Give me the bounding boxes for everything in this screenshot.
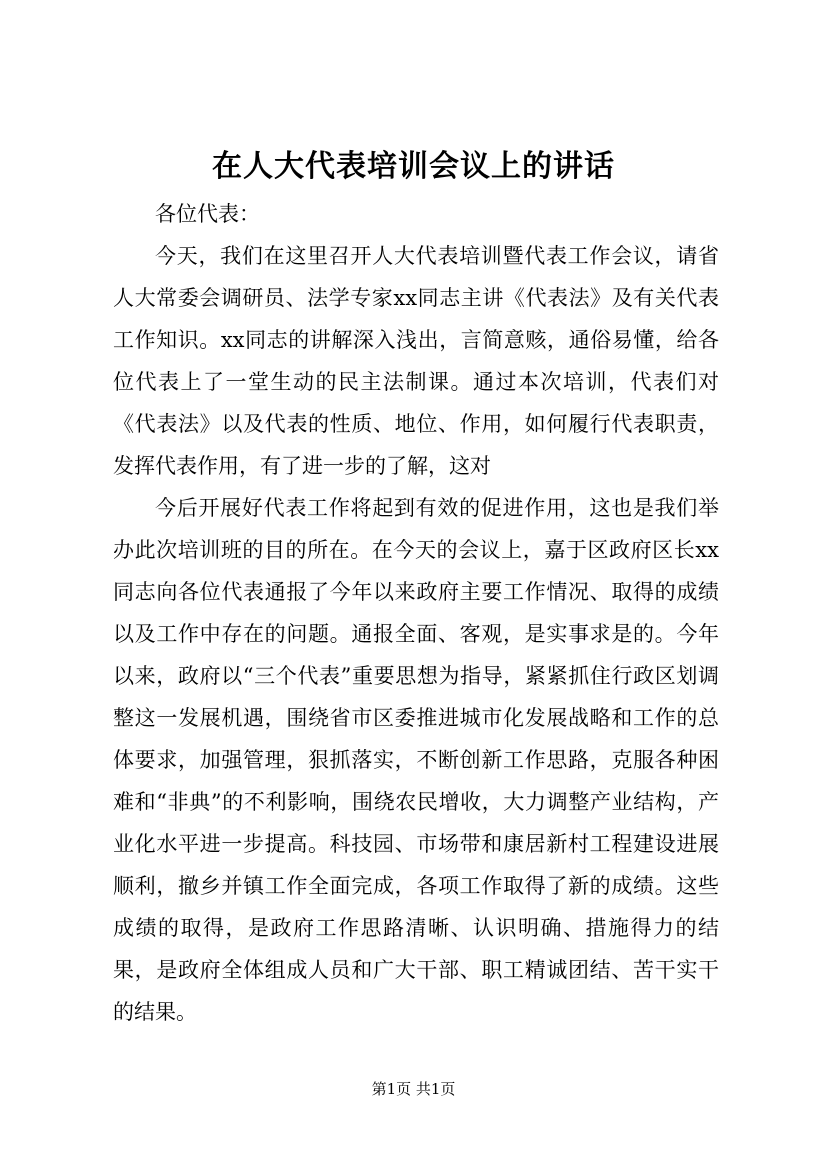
paragraph-1: 今天，我们在这里召开人大代表培训暨代表工作会议，请省人大常委会调研员、法学专家xx同志主讲《代表法》及有关代表工作知识。xx同志的讲解深入浅出，言简意赅，通俗易懂，给各位代表上了一堂生动的民主法制课。通过本次培训，代表们对《代表法》以及代表的性质、地位、作用，如何履行代表职责，发挥代表作用，有了进一步的了解，这对 (113, 244, 719, 478)
page-footer: 第1页 共1页 (371, 1080, 456, 1098)
document-body (113, 193, 719, 1033)
paragraph-2: 今后开展好代表工作将起到有效的促进作用，这也是我们举办此次培训班的目的所在。在今天的会议上，嘉于区政府区长xx同志向各位代表通报了今年以来政府主要工作情况、取得的成绩以及工作中存在的问题。通报全面、客观，是实事求是的。今年以来，政府以“三个代表”重要思想为指导，紧紧抓住行政区划调整这一发展机遇，围绕省市区委推进城市化发展战略和工作的总体要求，加强管理，狠抓落实，不断创新工作思路，克服各种困难和“非典”的不利影响，围绕农民增收，大力调整产业结构，产业化水平进一步提高。科技园、市场带和康居新村工程建设进展顺利，撤乡并镇工作全面完成，各项工作取得了新的成绩。这些成绩的取得，是政府工作思路清晰、认识明确、措施得力的结果，是政府全体组成人员和广大干部、职工精诚团结、苦干实干的结果。 (113, 496, 719, 1024)
document-title: 在人大代表培训会议上的讲话 (212, 149, 615, 184)
salutation: 各位代表： (155, 202, 260, 226)
